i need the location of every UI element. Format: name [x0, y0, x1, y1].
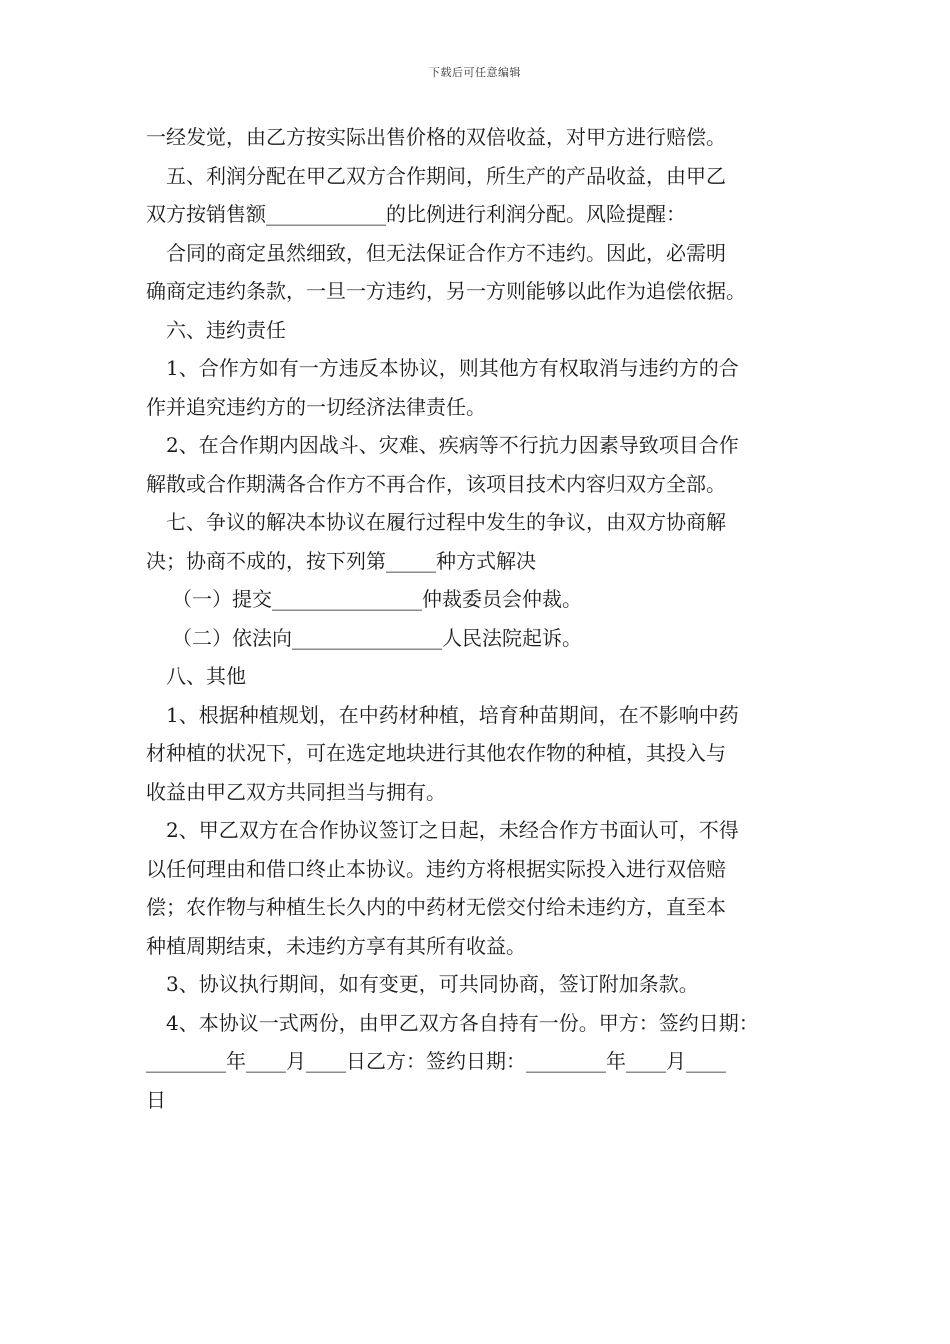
signature-date-line: ________年____月____日乙方：签约日期：________年____月____	[146, 1049, 726, 1073]
paragraph-line: 收益由甲乙双方共同担当与拥有。	[146, 779, 446, 804]
option-line: （一）提交_______________仲裁委员会仲裁。	[172, 587, 582, 611]
paragraph-line: 五、利润分配在甲乙双方合作期间，所生产的产品收益，由甲乙	[166, 163, 726, 188]
paragraph-line: 作并追究违约方的一切经济法律责任。	[146, 394, 486, 419]
paragraph-line: 1、根据种植规划，在中药材种植，培育种苗期间，在不影响中药	[166, 702, 739, 727]
paragraph-line: 合同的商定虽然细致，但无法保证合作方不违约。因此，必需明	[166, 240, 726, 265]
page-header-note: 下载后可任意编辑	[429, 66, 521, 79]
paragraph-line: 决；协商不成的，按下列第_____种方式解决	[146, 548, 536, 573]
section-heading: 八、其他	[166, 664, 246, 688]
paragraph-line: 七、争议的解决本协议在履行过程中发生的争议，由双方协商解	[166, 510, 726, 534]
section-heading: 六、违约责任	[166, 317, 286, 342]
paragraph-line: 以任何理由和借口终止本协议。违约方将根据实际投入进行双倍赔	[146, 856, 726, 881]
paragraph-line: 1、合作方如有一方违反本协议，则其他方有权取消与违约方的合	[166, 356, 739, 380]
signature-date-line: 日	[146, 1087, 166, 1112]
paragraph-line: 3、协议执行期间，如有变更，可共同协商，签订附加条款。	[166, 972, 699, 996]
paragraph-line: 4、本协议一式两份，由甲乙双方各自持有一份。甲方：签约日期：	[166, 1010, 759, 1035]
paragraph-line: 一经发觉，由乙方按实际出售价格的双倍收益，对甲方进行赔偿。	[146, 125, 726, 149]
paragraph-line: 解散或合作期满各合作方不再合作，该项目技术内容归双方全部。	[146, 471, 726, 496]
paragraph-line: 2、在合作期内因战斗、灾难、疾病等不行抗力因素导致项目合作	[166, 433, 739, 457]
paragraph-line: 材种植的状况下，可在选定地块进行其他农作物的种植，其投入与	[146, 741, 726, 765]
option-line: （二）依法向_______________人民法院起诉。	[172, 625, 582, 650]
document-body	[146, 118, 816, 1119]
paragraph-line: 2、甲乙双方在合作协议签订之日起，未经合作方书面认可，不得	[166, 818, 739, 842]
paragraph-line: 种植周期结束，未违约方享有其所有收益。	[146, 933, 526, 958]
paragraph-line: 双方按销售额____________的比例进行利润分配。风险提醒：	[146, 202, 686, 226]
paragraph-line: 确商定违约条款，一旦一方违约，另一方则能够以此作为追偿依据。	[146, 279, 746, 303]
paragraph-line: 偿；农作物与种植生长久内的中药材无偿交付给未违约方，直至本	[146, 895, 726, 919]
